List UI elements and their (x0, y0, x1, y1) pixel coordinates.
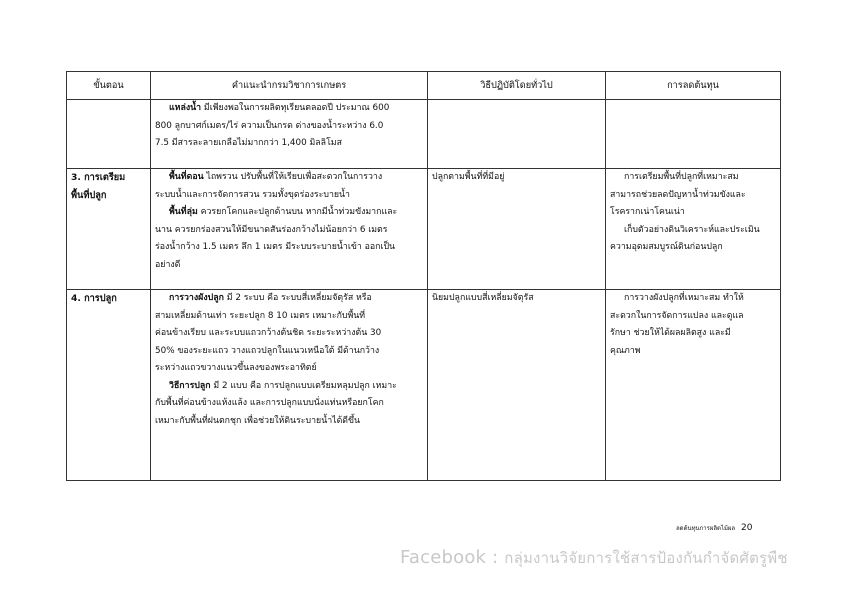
text-line: กับพื้นที่ค่อนข้างแห้งแล้ง และการปลูกแบบนั่งแท่นหรือยกโคก (155, 398, 384, 408)
table-header-row (67, 72, 781, 100)
lead-term: แหล่งน้ำ (169, 103, 202, 113)
text-line: มีเพียงพอในการผลิตทุเรียนตลอดปี ประมาณ 600 (201, 103, 390, 113)
table-row (67, 100, 781, 169)
table-row (67, 169, 781, 290)
paragraph (155, 290, 423, 308)
text-line: สามารถช่วยลดปัญหาน้ำท่วมขังและ (610, 189, 746, 200)
text-line: เหมาะกับพื้นที่ฝนตกชุก เพื่อช่วยให้ดินระบายน้ำได้ดีขึ้น (155, 415, 361, 426)
content-table (66, 71, 781, 481)
text-line: ค่อนข้างเรียบ และระบบแถวกว้างต้นชิด ระยะระหว่างต้น 30 (155, 328, 382, 338)
step-cell (67, 100, 151, 169)
step-cell (67, 169, 151, 290)
header-cost-reduction: การลดต้นทุน (606, 72, 781, 100)
header-general-practice: วิธีปฏิบัติโดยทั่วไป (428, 72, 606, 100)
text-line: ความอุดมสมบูรณ์ดินก่อนปลูก (610, 242, 723, 252)
text-line: ระหว่างแถวขวางแนวขึ้นลงของพระอาทิตย์ (155, 363, 317, 373)
text-line: 7.5 มีสารละลายเกลือไม่มากกว่า 1,400 มิลลิโมส (155, 138, 342, 148)
text-line: สามเหลี่ยมด้านเท่า ระยะปลูก 8 10 เมตร เหมาะกับพื้นที่ (155, 310, 366, 321)
paragraph (155, 204, 423, 222)
step-label: พื้นที่ปลูก (71, 189, 107, 201)
cost-cell (606, 169, 781, 290)
text-line: อย่างดี (155, 259, 181, 270)
text-line: รักษา ช่วยให้ได้ผลผลิตสูง และมี (610, 328, 731, 338)
cost-cell (606, 290, 781, 481)
watermark (400, 546, 788, 570)
step-cell: 4. การปลูก (67, 290, 151, 481)
text-line: 800 ลูกบาศก์เมตร/ไร่ ความเป็นกรด ด่างของน้ำระหว่าง 6.0 (155, 120, 384, 131)
page-number: 20 (740, 523, 753, 533)
header-recommendation: คำแนะนำกรมวิชาการเกษตร (151, 72, 428, 100)
text-line: เก็บตัวอย่างดินวิเคราะห์และประเมิน (624, 224, 760, 235)
text-line: ไถพรวน ปรับพื้นที่ให้เรียบเพื่อสะดวกในการวาง (203, 172, 383, 182)
lead-term: การวางผังปลูก (169, 293, 224, 303)
footer-caption: ลดต้นทุนการผลิตไม้ผล (676, 525, 736, 532)
text-line: คุณภาพ (610, 345, 641, 356)
text-line: ร่องน้ำกว้าง 1.5 เมตร ลึก 1 เมตร มีระบบระบายน้ำเข้า ออกเป็น (155, 242, 396, 252)
practice-cell: ปลูกตามพื้นที่ที่มีอยู่ (428, 169, 606, 290)
recommendation-cell (151, 290, 428, 481)
text-line: โรครากเน่าโคนเน่า (610, 207, 685, 217)
lead-term: พื้นที่ลุ่ม (169, 207, 198, 217)
text-line: 50% ของระยะแถว วางแถวปลูกในแนวเหนือใต้ มีด้านกว้าง (155, 345, 380, 356)
text-line: การวางผังปลูกที่เหมาะสม ทำให้ (624, 293, 744, 303)
header-step: ขั้นตอน (67, 72, 151, 100)
paragraph (155, 100, 423, 118)
text-line: มี 2 ระบบ คือ ระบบสี่เหลี่ยมจัตุรัส หรือ (223, 293, 372, 303)
lead-term: พื้นที่ดอน (169, 172, 204, 182)
lead-term: วิธีการปลูก (169, 380, 211, 391)
paragraph (155, 169, 423, 187)
watermark-prefix: Facebook : (400, 547, 505, 568)
table-row (67, 290, 781, 481)
cost-cell (606, 100, 781, 169)
text-line: มี 2 แบบ คือ การปลูกแบบเตรียมหลุมปลูก เหมาะ (210, 380, 397, 391)
practice-cell: นิยมปลูกแบบสี่เหลี่ยมจัตุรัส (428, 290, 606, 481)
text-line: นาน ควรยกร่องสวนให้มีขนาดสันร่องกว้างไม่น้อยกว่า 6 เมตร (155, 224, 388, 235)
text-line: ควรยกโคกและปลูกด้านบน หากมีน้ำท่วมขังมากและ (197, 207, 398, 217)
recommendation-cell (151, 169, 428, 290)
practice-cell (428, 100, 606, 169)
watermark-text: กลุ่มงานวิจัยการใช้สารป้องกันกำจัดศัตรูพืช (504, 549, 788, 567)
text-line: ระบบน้ำและการจัดการสวน รวมทั้งขุดร่องระบายน้ำ (155, 189, 350, 200)
text-line: สะดวกในการจัดการแปลง และดูแล (610, 310, 744, 321)
recommendation-cell (151, 100, 428, 169)
page-footer (676, 523, 752, 533)
paragraph (155, 378, 423, 396)
step-label: 3. การเตรียม (71, 172, 126, 183)
text-line: การเตรียมพื้นที่ปลูกที่เหมาะสม (624, 172, 739, 182)
